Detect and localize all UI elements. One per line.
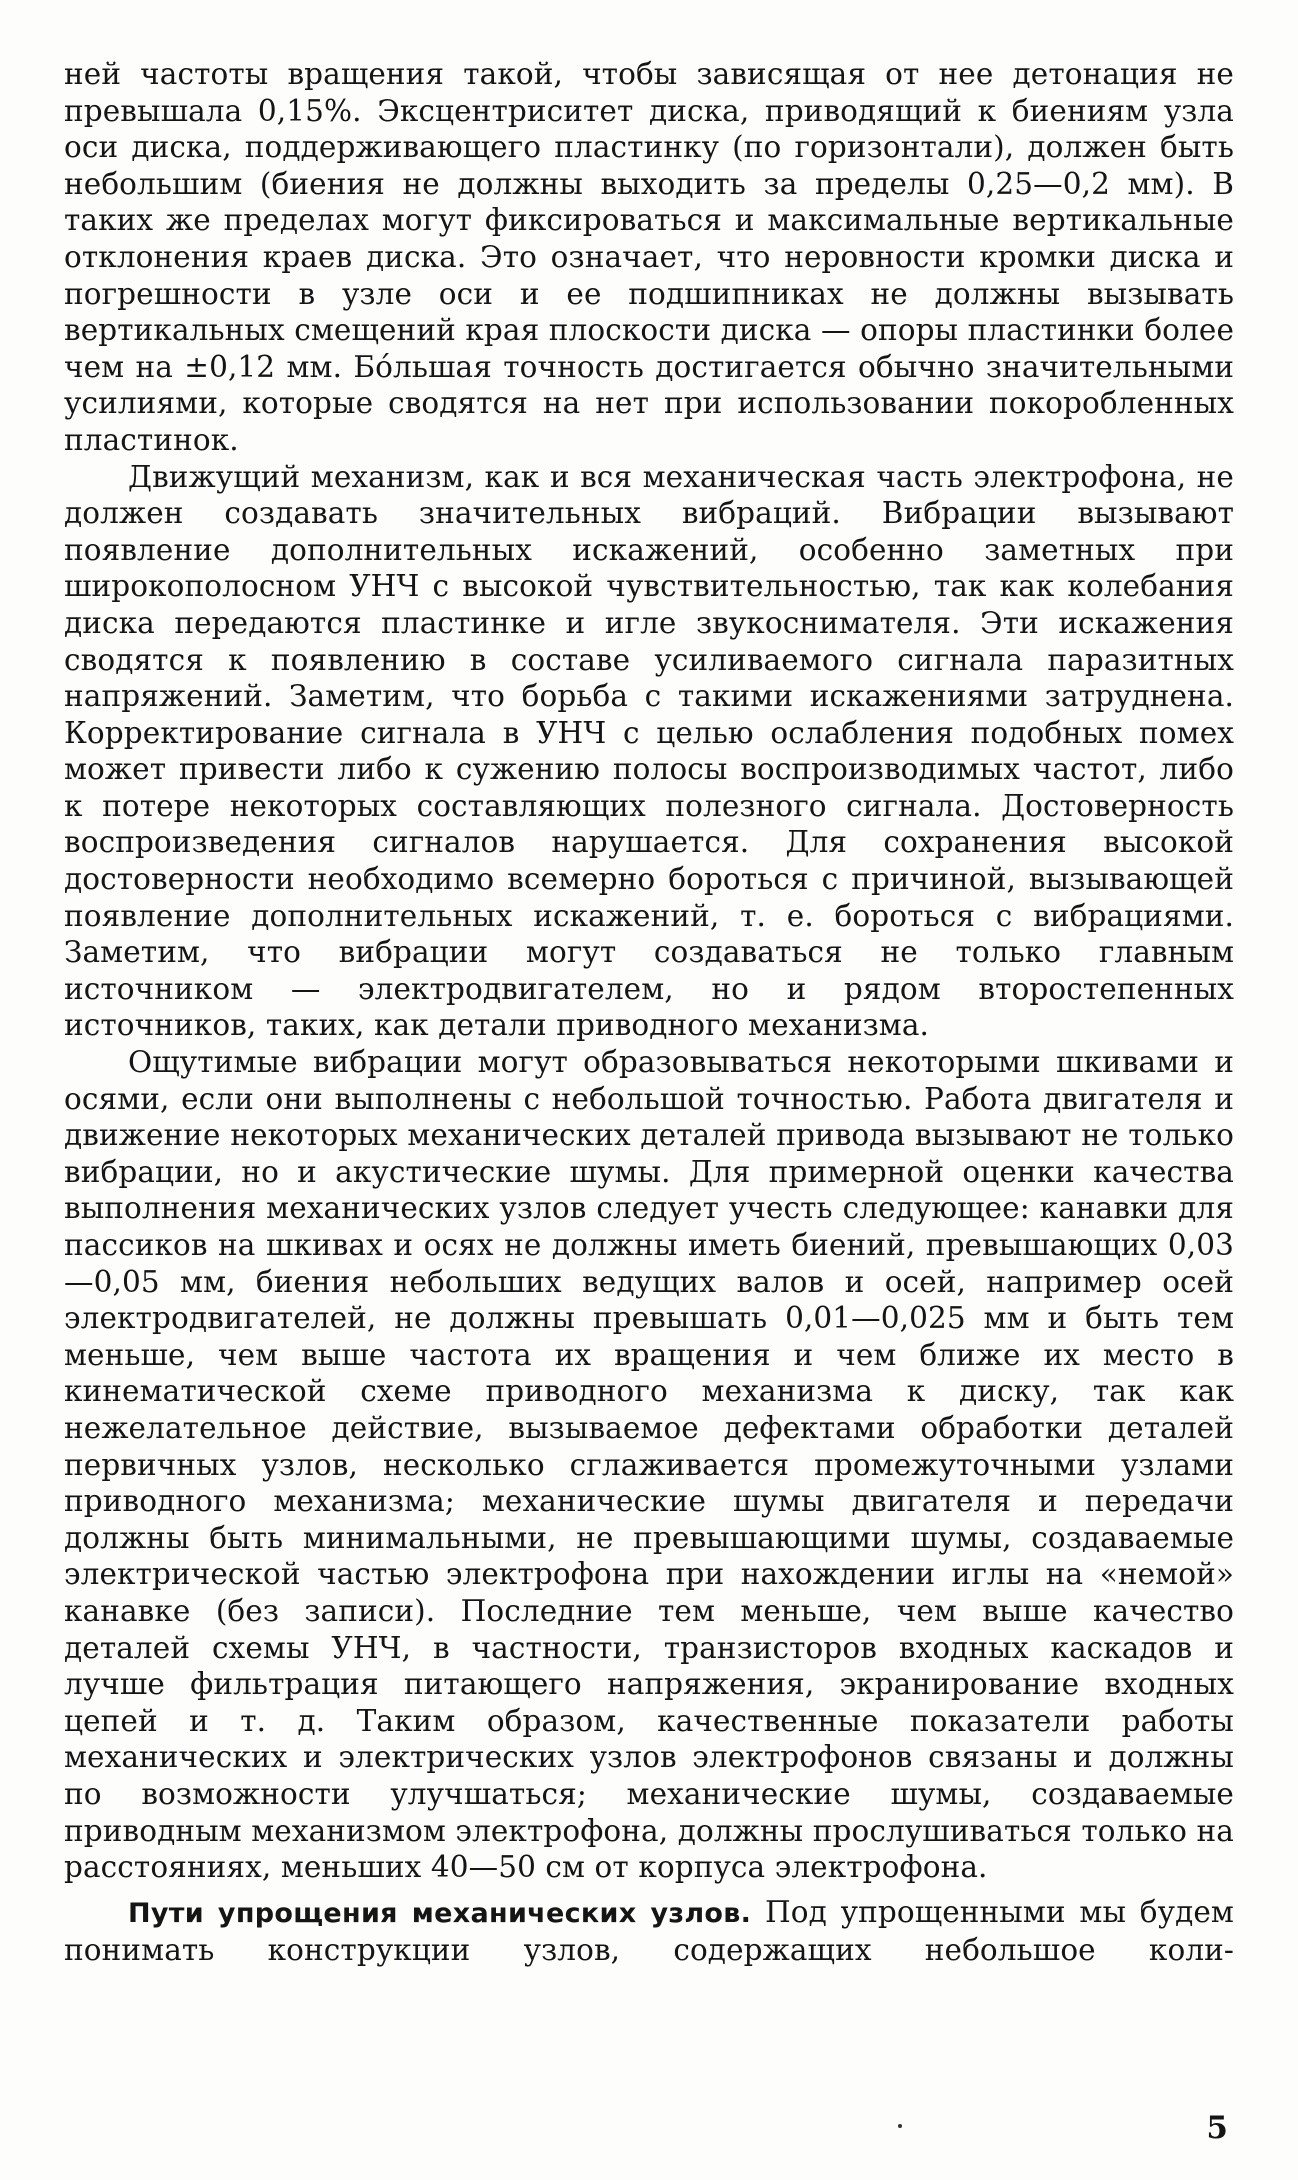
page-number: 5 <box>1206 2110 1228 2146</box>
paragraph-continuation <box>64 56 1234 459</box>
paragraph-text: Ощутимые вибрации могут образовываться некоторыми шкивами и осями, если они выполнены с небольшой точностью. Работа двигателя и движение некоторых механических деталей привода вызывают не только вибрации, но и акустические шумы. Для примерной оценки качества выполнения механических узлов следует учесть следующее: канавки для пассиков на шкивах и осях не должны иметь биений, превышающих 0,03—0,05 мм, биения небольших ведущих валов и осей, например осей электродвигателей, не должны превышать 0,01—0,025 мм и быть тем меньше, чем выше частота их вращения и чем ближе их место в кинематической схеме приводного механизма к диску, так как нежелательное действие, вызываемое дефектами обработки деталей первичных узлов, несколько сглаживается промежуточными узлами приводного механизма; механические шумы двигателя и передачи должны быть минимальными, не превышающими шумы, создаваемые электрической частью электрофона при нахождении иглы на «немой» канавке (без записи). Последние тем меньше, чем выше качество деталей схемы УНЧ, в частности, транзисторов входных каскадов и лучше фильтрация питающего напряжения, экранирование входных цепей и т. д. Таким образом, качественные показатели работы механических и электрических узлов электрофонов связаны и должны по возможности улучшаться; механические шумы, создаваемые приводным механизмом электрофона, должны прослушиваться только на расстояниях, меньших 40—50 см от корпуса электрофона. <box>64 1045 1234 1885</box>
paragraph-text: ней частоты вращения такой, чтобы зависящая от нее детонация не превышала 0,15%. Эксцентриситет диска, приводящий к биениям узла оси диска, поддерживающего пластинку (по горизонтали), должен быть небольшим (биения не должны выходить за пределы 0,25—0,2 мм). В таких же пределах могут фиксироваться и максимальные вертикальные отклонения краев диска. Это означает, что неровности кромки диска и погрешности в узле оси и ее подшипниках не должны вызывать вертикальных смещений края плоскости диска — опоры пластинки более чем на ±0,12 мм. Бо́льшая точность достигается обычно значительными усилиями, которые сводятся на нет при использовании покоробленных пластинок. <box>64 57 1234 457</box>
print-speck <box>898 2124 902 2128</box>
body-text <box>64 56 1234 1969</box>
paragraph-text: Под упрощенными мы будем понимать конструкции узлов, содержащих небольшое коли- <box>64 1894 1234 1968</box>
paragraph-text: Движущий механизм, как и вся механическая часть электрофона, не должен создавать значительных вибраций. Вибрации вызывают появление дополнительных искажений, особенно заметных при широкополосном УНЧ с высокой чувствительностью, так как колебания диска передаются пластинке и игле звукоснимателя. Эти искажения сводятся к появлению в составе усиливаемого сигнала паразитных напряжений. Заметим, что борьба с такими искажениями затруднена. Корректирование сигнала в УНЧ с целью ослабления подобных помех может привести либо к сужению полосы воспроизводимых частот, либо к потере некоторых составляющих полезного сигнала. Достоверность воспроизведения сигналов нарушается. Для сохранения высокой достоверности необходимо всемерно бороться с причиной, вызывающей появление дополнительных искажений, т. е. бороться с вибрациями. Заметим, что вибрации могут создаваться не только главным источником — электродвигателем, но и рядом второстепенных источников, таких, как детали приводного механизма. <box>64 459 1234 1043</box>
paragraph-simplification <box>64 1894 1234 1969</box>
run-in-heading: Пути упрощения механических узлов. <box>128 1897 752 1929</box>
paragraph-vibrations <box>64 459 1234 1045</box>
paragraph-noise <box>64 1044 1234 1886</box>
